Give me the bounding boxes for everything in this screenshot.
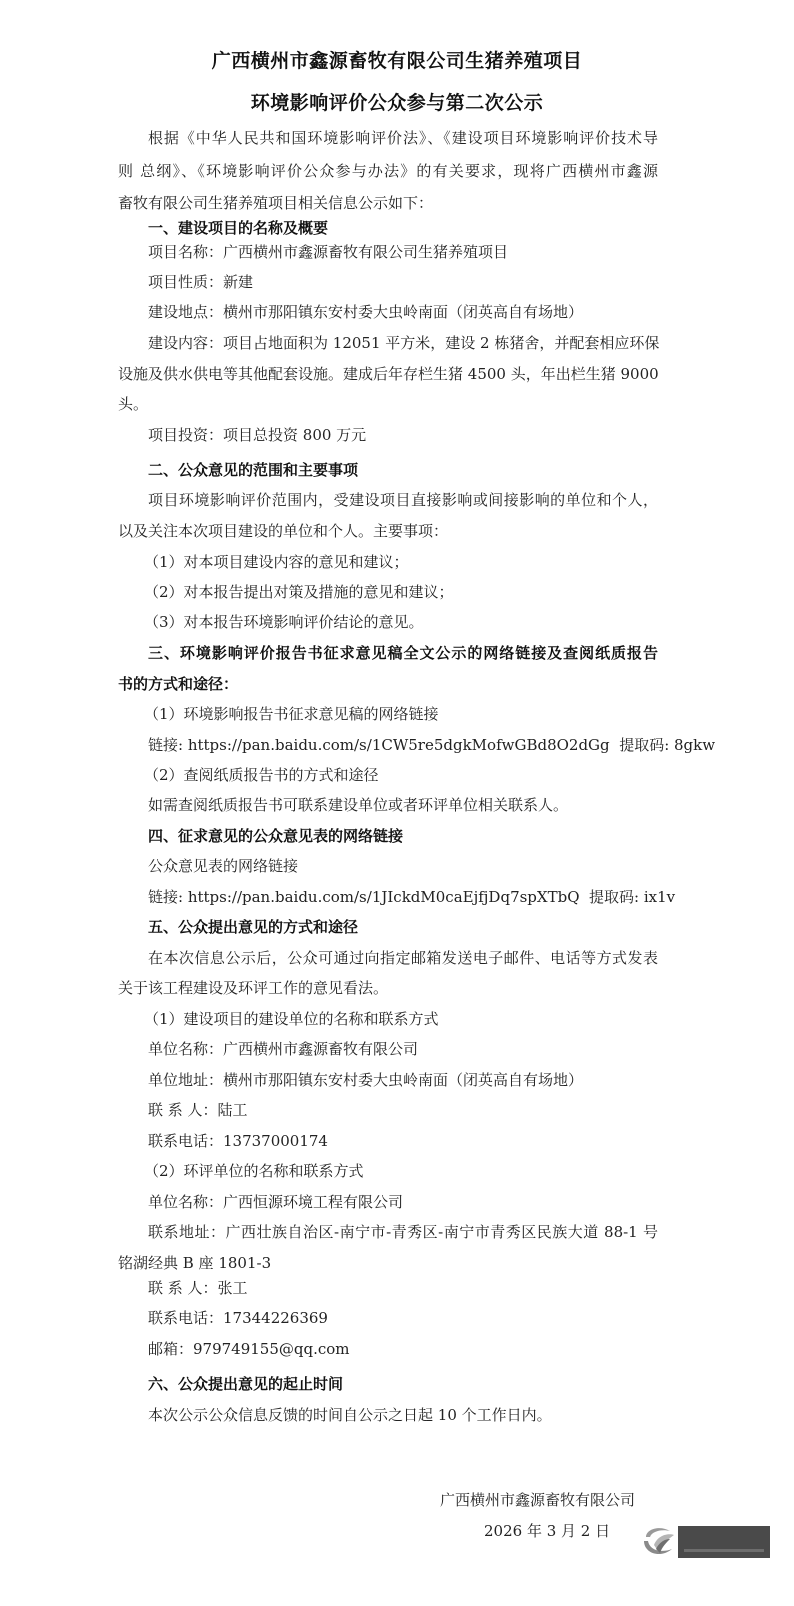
document-title-line2: 环境影响评价公众参与第二次公示: [250, 92, 544, 114]
section-heading-4: 四、征求意见的公众意见表的网络链接: [148, 827, 404, 845]
unit2-email: 邮箱：979749155@qq.com: [148, 1340, 350, 1358]
link-label: 链接:: [148, 736, 188, 754]
section3-link-row: [148, 735, 715, 755]
unit1-phone: 联系电话：13737000174: [148, 1132, 328, 1150]
project-content-line: 建设内容：项目占地面积为 12051 平方米，建设 2 栋猪舍，并配套相应环保: [148, 334, 660, 352]
project-location: 建设地点：横州市那阳镇东安村委大虫岭南面（闭英高自有场地）: [148, 303, 584, 321]
section3-item2: （2）查阅纸质报告书的方式和途径: [144, 766, 379, 784]
logo-banner-subtext: [684, 1549, 764, 1552]
leaf-logo-icon: [640, 1523, 678, 1559]
project-content-line: 头。: [118, 395, 149, 413]
code-label: 提取码:: [619, 736, 675, 754]
logo-banner: [678, 1526, 770, 1558]
document-title-line1: 广西横州市鑫源畜牧有限公司生猪养殖项目: [211, 50, 583, 72]
signature-date: 2026 年 3 月 2 日: [484, 1522, 611, 1540]
section2-item: （3）对本报告环境影响评价结论的意见。: [144, 613, 424, 631]
report-download-link[interactable]: https://pan.baidu.com/s/1CW5re5dgkMofwGBd8O2dGg: [187, 736, 610, 754]
intro-line: 根据《中华人民共和国环境影响评价法》、《建设项目环境影响评价技术导: [148, 129, 658, 147]
section2-body-line: 项目环境影响评价范围内，受建设项目直接影响或间接影响的单位和个人，: [148, 491, 658, 509]
unit2-phone: 联系电话：17344226369: [148, 1309, 328, 1327]
section-heading-3-cont: 书的方式和途径：: [118, 675, 239, 693]
project-name: 项目名称：广西横州市鑫源畜牧有限公司生猪养殖项目: [148, 243, 509, 261]
code-label: 提取码:: [589, 888, 644, 906]
link-label: 链接:: [148, 888, 188, 906]
section-heading-1: 一、建设项目的名称及概要: [148, 219, 329, 237]
section-heading-6: 六、公众提出意见的起止时间: [148, 1375, 344, 1393]
watermark-logo: [640, 1523, 770, 1559]
project-nature: 项目性质：新建: [148, 273, 254, 291]
section4-label: 公众意见表的网络链接: [148, 857, 299, 875]
unit2-address-line: 铭湖经典 B 座 1801-3: [118, 1254, 272, 1272]
project-content-line: 设施及供水供电等其他配套设施。建成后年存栏生猪 4500 头，年出栏生猪 9000: [118, 365, 659, 383]
section4-link-row: [148, 887, 675, 907]
section3-item2-body: 如需查阅纸质报告书可联系建设单位或者环评单位相关联系人。: [148, 796, 569, 814]
opinion-form-link[interactable]: https://pan.baidu.com/s/1JIckdM0caEjfjDq7spXTbQ: [187, 888, 580, 906]
section6-body: 本次公示公众信息反馈的时间自公示之日起 10 个工作日内。: [148, 1406, 552, 1424]
unit1-contact: 联 系 人：陆工: [148, 1101, 248, 1119]
section-heading-3: 三、环境影响评价报告书征求意见稿全文公示的网络链接及查阅纸质报告: [148, 644, 658, 662]
section-heading-5: 五、公众提出意见的方式和途径: [148, 918, 359, 936]
intro-line: 畜牧有限公司生猪养殖项目相关信息公示如下：: [118, 194, 434, 212]
intro-line: 则 总纲》、《环境影响评价公众参与办法》的有关要求，现将广西横州市鑫源: [118, 162, 658, 180]
unit1-name: 单位名称：广西横州市鑫源畜牧有限公司: [148, 1040, 419, 1058]
extraction-code: 8gkw: [674, 736, 716, 754]
unit2-name: 单位名称：广西恒源环境工程有限公司: [148, 1193, 404, 1211]
unit1-title: （1）建设项目的建设单位的名称和联系方式: [144, 1010, 439, 1028]
project-investment: 项目投资：项目总投资 800 万元: [148, 426, 367, 444]
section2-item: （1）对本项目建设内容的意见和建议；: [144, 553, 409, 571]
section5-body-line: 在本次信息公示后，公众可通过向指定邮箱发送电子邮件、电话等方式发表: [148, 949, 658, 967]
unit2-address-line: 联系地址：广西壮族自治区-南宁市-青秀区-南宁市青秀区民族大道 88-1 号: [148, 1223, 658, 1241]
unit1-address: 单位地址：横州市那阳镇东安村委大虫岭南面（闭英高自有场地）: [148, 1071, 584, 1089]
unit2-contact: 联 系 人：张工: [148, 1279, 248, 1297]
section3-item1: （1）环境影响报告书征求意见稿的网络链接: [144, 705, 439, 723]
signature-company: 广西横州市鑫源畜牧有限公司: [440, 1491, 636, 1509]
unit2-title: （2）环评单位的名称和联系方式: [144, 1162, 364, 1180]
section2-item: （2）对本报告提出对策及措施的意见和建议；: [144, 583, 454, 601]
section5-body-line: 关于该工程建设及环评工作的意见看法。: [118, 979, 389, 997]
extraction-code: ix1v: [643, 888, 676, 906]
section2-body-line: 以及关注本次项目建设的单位和个人。主要事项：: [118, 522, 449, 540]
section-heading-2: 二、公众意见的范围和主要事项: [148, 461, 359, 479]
